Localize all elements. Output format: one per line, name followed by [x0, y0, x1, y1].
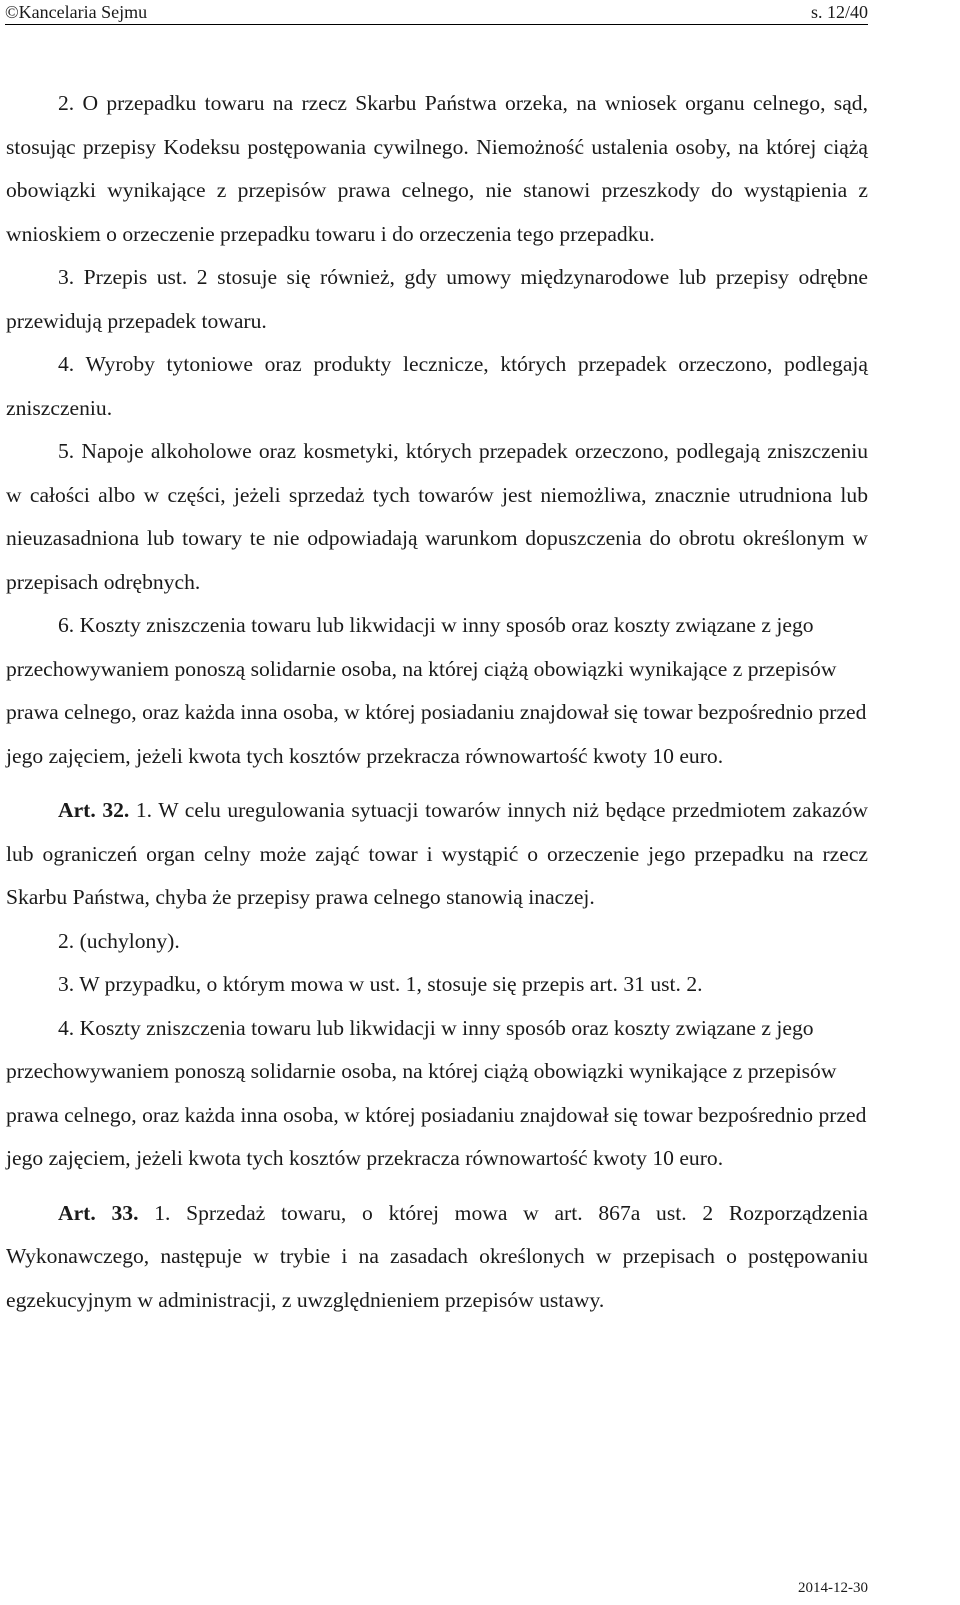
paragraph-art31-ust6: 6. Koszty zniszczenia towaru lub likwidacji w inny sposób oraz koszty związane z jego przechowywaniem ponoszą solidarnie osoba, na której ciążą obowiązki wynikające z przepisów prawa celnego, oraz każda inna osoba, w której posiadaniu znajdował się towar bezpośrednio przed jego zajęciem, jeżeli kwota tych kosztów przekracza równowartość kwoty 10 euro.: [6, 613, 867, 768]
page-footer-date: 2014-12-30: [798, 1580, 868, 1596]
header-page-number: s. 12/40: [810, 2, 868, 22]
article-33-label: Art. 33.: [58, 1200, 139, 1225]
paragraph-art31-ust5: 5. Napoje alkoholowe oraz kosmetyki, których przepadek orzeczono, podlegają zniszczeniu w całości albo w części, jeżeli sprzedaż tych towarów jest niemożliwa, znacznie utrudniona lub nieuzasadniona lub towary te nie odpowiadają warunkom dopuszczenia do obrotu określonym w przepisach odrębnych.: [6, 439, 868, 594]
document-body: [6, 82, 868, 1322]
header-publisher: ©Kancelaria Sejmu: [5, 2, 148, 22]
article-32-label: Art. 32.: [58, 798, 130, 822]
page-header: [5, 0, 868, 25]
section-gap: [6, 1181, 868, 1192]
article-32-ust2: 2. (uchylony).: [58, 928, 180, 953]
article-32-ust1-text: 1. W celu uregulowania sytuacji towarów innych niż będące przedmiotem zakazów lub ograniczeń organ celny może zająć towar i wystąpić o orzeczenie jego przepadku na rzecz Skarbu Państwa, chyba że przepisy prawa celnego stanowią inaczej.: [6, 798, 868, 909]
article-33-ust1: [6, 1192, 868, 1323]
paragraph-art31-ust4: 4. Wyroby tytoniowe oraz produkty lecznicze, których przepadek orzeczono, podlegają zniszczeniu.: [6, 352, 868, 420]
paragraph-art31-ust3: 3. Przepis ust. 2 stosuje się również, gdy umowy międzynarodowe lub przepisy odrębne przewidują przepadek towaru.: [6, 265, 868, 333]
paragraph-art31-ust2: 2. O przepadku towaru na rzecz Skarbu Państwa orzeka, na wniosek organu celnego, sąd, stosując przepisy Kodeksu postępowania cywilnego. Niemożność ustalenia osoby, na której ciążą obowiązki wynikające z przepisów prawa celnego, nie stanowi przeszkody do wystąpienia z wnioskiem o orzeczenie przepadku towaru i do orzeczenia tego przepadku.: [6, 91, 868, 246]
article-32-ust3: 3. W przypadku, o którym mowa w ust. 1, stosuje się przepis art. 31 ust. 2.: [58, 972, 703, 996]
article-32-ust1: [6, 789, 868, 920]
section-gap: [6, 778, 868, 789]
article-33-ust1-text: 1. Sprzedaż towaru, o której mowa w art. 867a ust. 2 Rozporządzenia Wykonawczego, następuje w trybie i na zasadach określonych w przepisach o postępowaniu egzekucyjnym w administracji, z uwzględnieniem przepisów ustawy.: [6, 1200, 868, 1312]
article-32-ust4: 4. Koszty zniszczenia towaru lub likwidacji w inny sposób oraz koszty związane z jego przechowywaniem ponoszą solidarnie osoba, na której ciążą obowiązki wynikające z przepisów prawa celnego, oraz każda inna osoba, w której posiadaniu znajdował się towar bezpośrednio przed jego zajęciem, jeżeli kwota tych kosztów przekracza równowartość kwoty 10 euro.: [6, 1015, 867, 1170]
